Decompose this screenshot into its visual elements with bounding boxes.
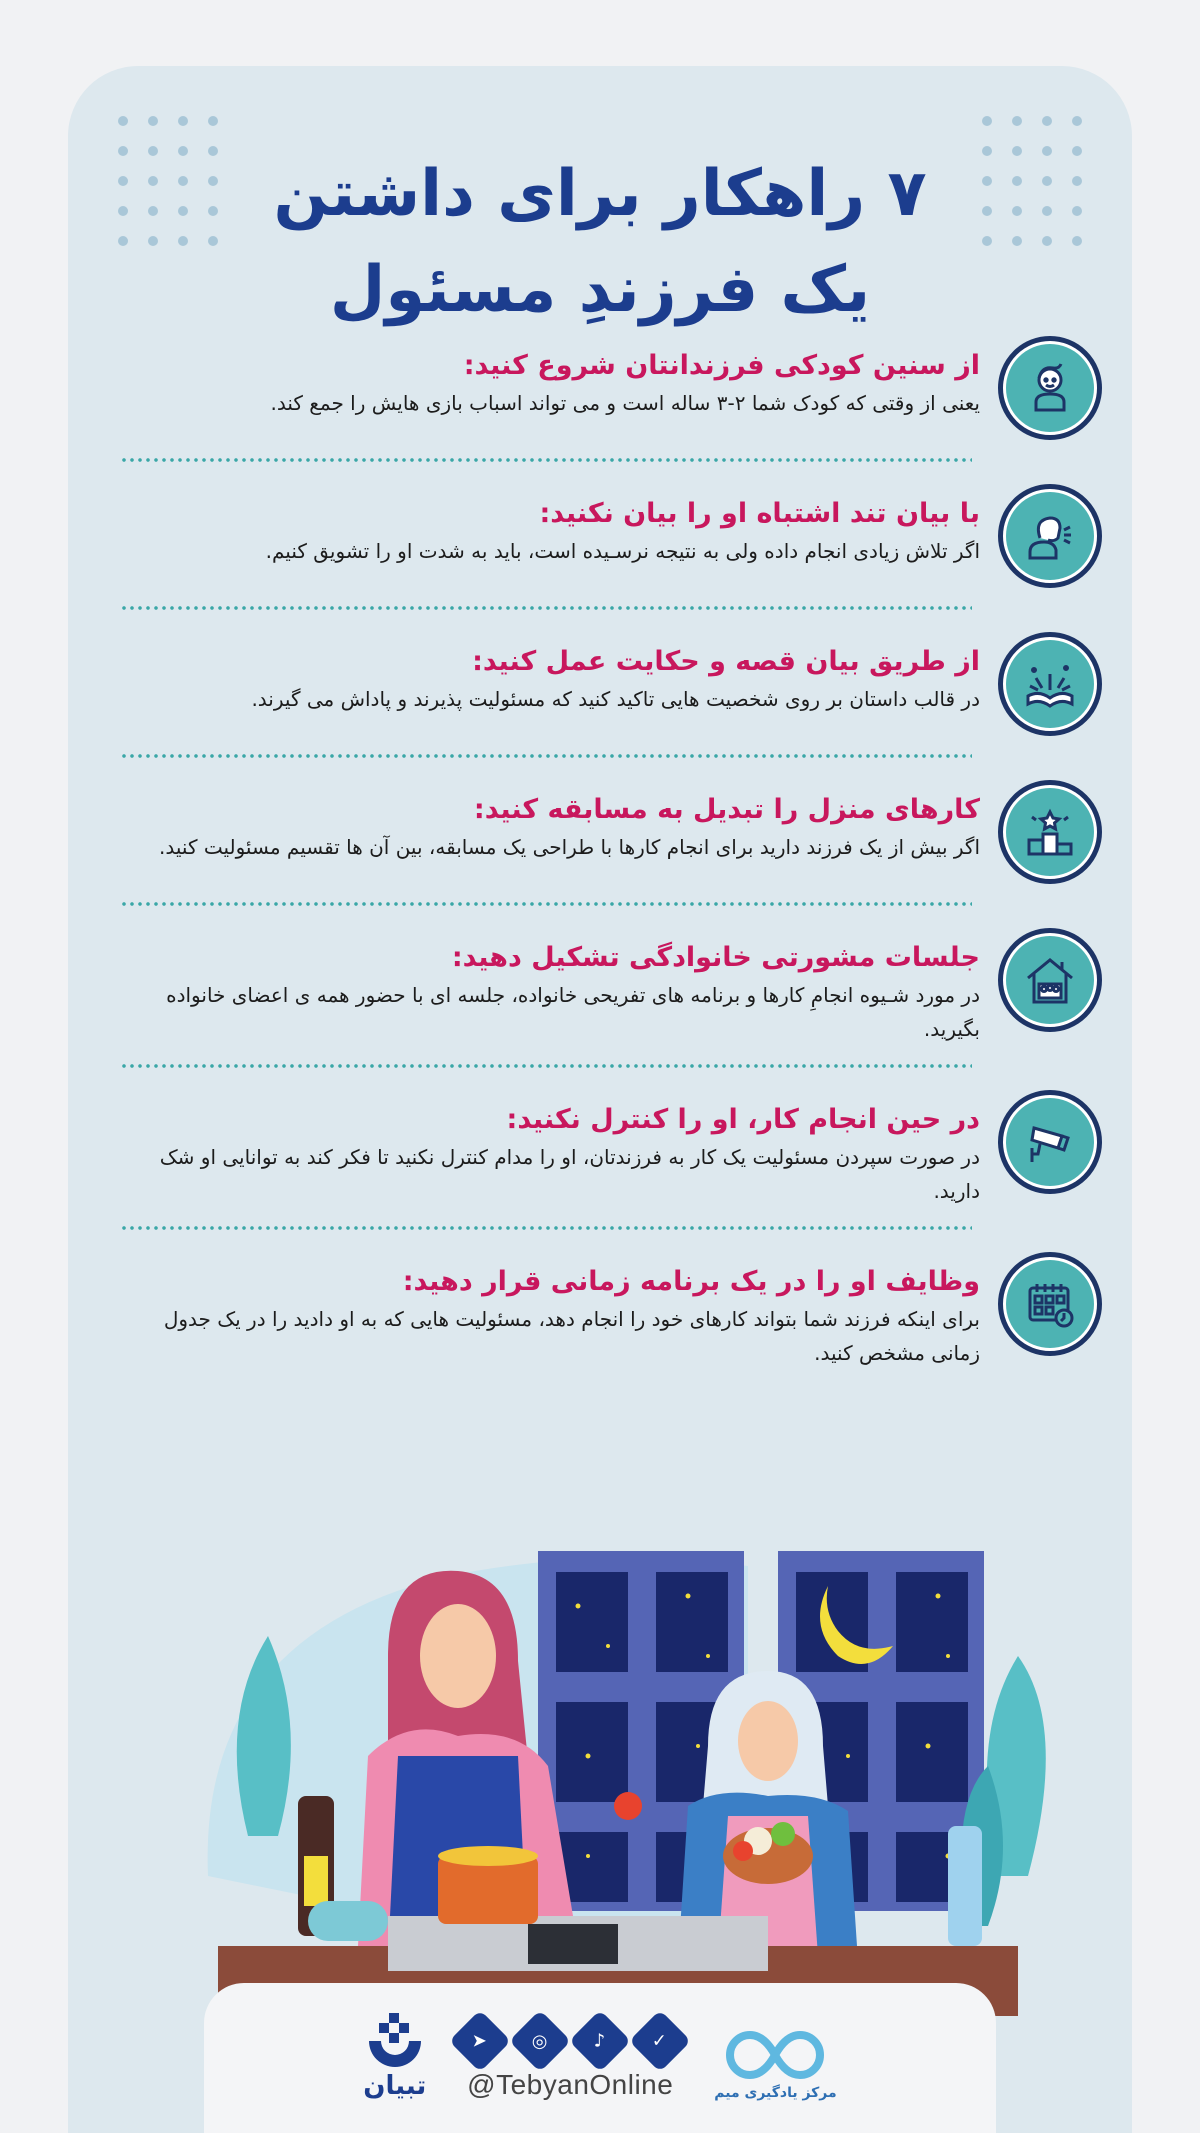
social-handle[interactable]: @TebyanOnline	[467, 2069, 674, 2100]
tebyan-logo[interactable]	[363, 2011, 426, 2101]
dotted-divider	[120, 458, 972, 462]
partner-name: مرکز یادگیری میم	[714, 2085, 837, 2101]
footer	[204, 1983, 996, 2133]
podium-star-icon	[998, 780, 1102, 884]
tip-item	[108, 336, 1102, 440]
tip-heading: با بیان تند اشتباه او را بیان نکنید:	[539, 498, 980, 529]
tebyan-logo-icon	[365, 2011, 425, 2071]
twitter-icon[interactable]: ♪	[569, 2010, 631, 2072]
tips-list	[108, 336, 1102, 1370]
cooking-illustration	[68, 1456, 1132, 2016]
tip-text: در مورد شـیوه انجامِ کارها و برنامه های تفریحی خانواده، جلسه ای با حضور همه ی اعضای خانواده بگیرید.	[166, 983, 980, 1041]
tip-text: اگر بیش از یک فرزند دارید برای انجام کارها با طراحی یک مسابقه، بین آن ها تقسیم مسئولیت کنید.	[159, 835, 980, 859]
calendar-clock-icon	[998, 1252, 1102, 1356]
telegram-icon[interactable]: ➤	[449, 2010, 511, 2072]
tip-text: در صورت سپردن مسئولیت یک کار به فرزندتان، او را مدام کنترل نکنید تا فکر کند به توانایی او شک دارید.	[159, 1145, 980, 1203]
tip-heading: کارهای منزل را تبدیل به مسابقه کنید:	[473, 794, 980, 825]
tip-item	[108, 632, 1102, 736]
social-icons	[452, 2013, 688, 2069]
dotted-divider	[120, 1064, 972, 1068]
brand-name: تبیان	[363, 2071, 427, 2101]
tip-item	[108, 484, 1102, 588]
tip-item	[108, 928, 1102, 1046]
tip-heading: از طریق بیان قصه و حکایت عمل کنید:	[472, 646, 980, 677]
tip-item	[108, 1252, 1102, 1370]
tip-item	[108, 780, 1102, 884]
tip-text: برای اینکه فرزند شما بتواند کارهای خود را انجام دهد، مسئولیت هایی که به او دادید را در یک جدول زمانی مشخص کنید.	[163, 1307, 980, 1365]
infinity-logo-icon	[720, 2025, 830, 2085]
page-title	[68, 146, 1132, 338]
dotted-divider	[120, 1226, 972, 1230]
family-house-icon	[998, 928, 1102, 1032]
tip-heading: از سنین کودکی فرزندانتان شروع کنید:	[463, 350, 980, 381]
person-speaking-icon	[998, 484, 1102, 588]
tip-heading: وظایف او را در یک برنامه زمانی قرار دهید:	[402, 1266, 980, 1297]
open-book-story-icon	[998, 632, 1102, 736]
instagram-icon[interactable]: ◎	[509, 2010, 571, 2072]
infographic-card	[68, 66, 1132, 2133]
child-face-icon	[998, 336, 1102, 440]
tip-heading: در حین انجام کار، او را کنترل نکنید:	[506, 1104, 980, 1135]
meem-logo[interactable]	[714, 2025, 836, 2101]
tip-heading: جلسات مشورتی خانوادگی تشکیل دهید:	[451, 942, 980, 973]
tip-text: اگر تلاش زیادی انجام داده ولی به نتیجه نرسـیده است، باید به شدت او را تشویق کنیم.	[265, 539, 980, 563]
verified-icon[interactable]: ✓	[629, 2010, 691, 2072]
title-line-1: ۷ راهکار برای داشتن	[273, 157, 927, 231]
dotted-divider	[120, 902, 972, 906]
tip-text: یعنی از وقتی که کودک شما ۲-۳ ساله است و می تواند اسباب بازی هایش را جمع کند.	[270, 391, 980, 415]
tip-item	[108, 1090, 1102, 1208]
tip-text: در قالب داستان بر روی شخصیت هایی تاکید کنید که مسئولیت پذیرند و پاداش می گیرند.	[251, 687, 980, 711]
dotted-divider	[120, 754, 972, 758]
security-camera-icon	[998, 1090, 1102, 1194]
title-line-2: یک فرزندِ مسئول	[329, 253, 871, 327]
dotted-divider	[120, 606, 972, 610]
